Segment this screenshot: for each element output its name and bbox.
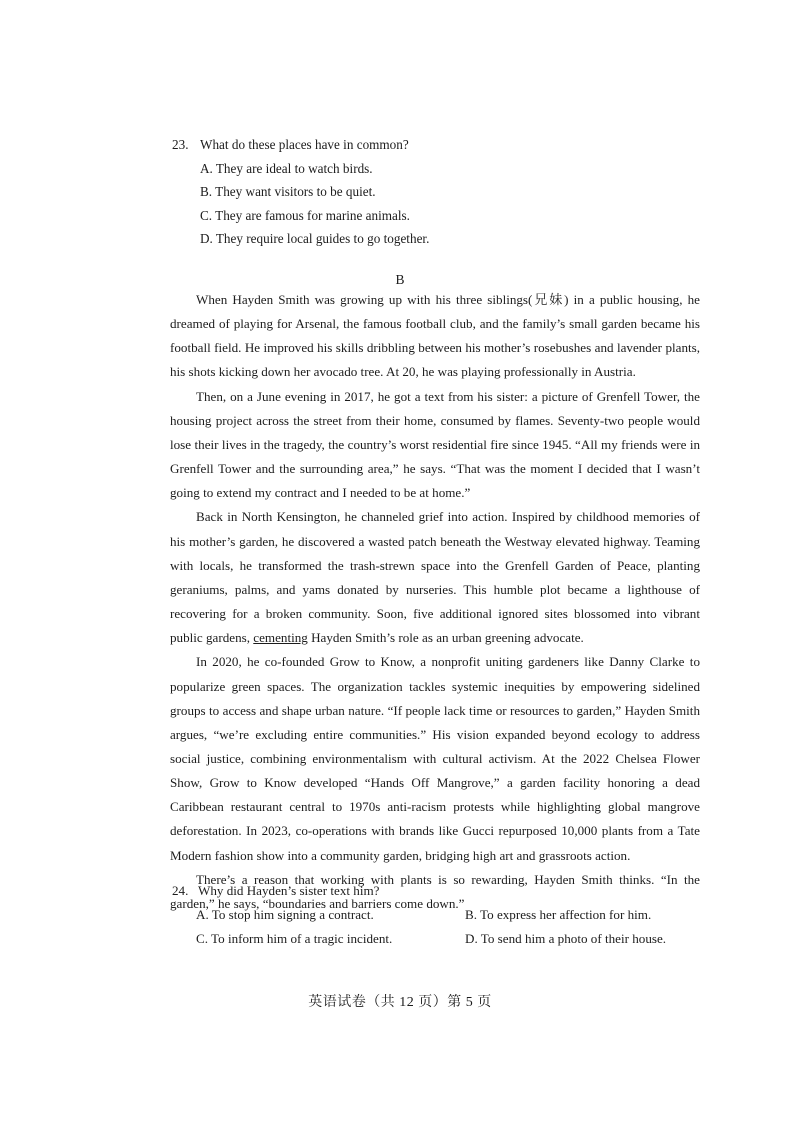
question-23-option-d: D. They require local guides to go together. <box>200 231 430 247</box>
question-24-options-row-2 <box>172 927 702 951</box>
question-24-option-a: A. To stop him signing a contract. <box>196 907 374 922</box>
passage-paragraph-2: Then, on a June evening in 2017, he got a text from his sister: a picture of Grenfell Tower, the housing project across the street from their home, consumed by flames. Seventy-two people would lose their lives in the tragedy, the country’s worst residential fire since 1945. “All my friends were in Grenfell Tower and the surrounding area,” he says. “That was the moment I decided that I wasn’t going to extend my contract and I needed to be at home.” <box>170 388 700 501</box>
reading-passage-b <box>170 288 700 916</box>
underlined-word-cementing: cementing <box>253 630 308 646</box>
section-heading-b: B <box>395 272 405 287</box>
question-23-option-a: A. They are ideal to watch birds. <box>200 160 373 176</box>
question-24-option-d: D. To send him a photo of their house. <box>465 931 667 946</box>
passage-paragraph-3-part-1: Back in North Kensington, he channeled grief into action. Inspired by childhood memories of his mother’s garden, he discovered a wasted patch beneath the Westway elevated highway. Teaming with locals, he transformed the trash-strewn space into the Grenfell Garden of Peace, planting geraniums, palms, and yams donated by nurseries. This humble plot became a lighthouse of recovering for a broken community. Soon, five additional ignored sites blossomed into vibrant public gardens, <box>170 509 700 646</box>
passage-paragraph-3-part-2: Hayden Smith’s role as an urban greening advocate. <box>307 630 584 646</box>
question-23 <box>172 133 692 251</box>
question-23-stem: What do these places have in common? <box>200 137 409 152</box>
page-footer: 英语试卷（共 12 页）第 5 页 <box>308 995 492 1010</box>
question-24-number: 24. <box>172 883 189 898</box>
passage-paragraph-3 <box>170 505 700 650</box>
question-24-option-b: B. To express her affection for him. <box>465 907 652 922</box>
question-23-stem-line <box>172 133 692 157</box>
question-23-number: 23. <box>172 137 189 152</box>
passage-paragraph-1: When Hayden Smith was growing up with his three siblings(兄妹) in a public housing, he dreamed of playing for Arsenal, the famous football club, and the family’s small garden became his football field. He improved his skills dribbling between his mother’s rosebushes and lavender plants, his shots kicking down her avocado tree. At 20, he was playing professionally in Austria. <box>170 292 700 380</box>
question-24-stem: Why did Hayden’s sister text him? <box>198 883 380 898</box>
question-24-options-row-1 <box>172 903 702 927</box>
question-24 <box>172 879 702 951</box>
question-23-option-c: C. They are famous for marine animals. <box>200 207 410 223</box>
question-24-option-c: C. To inform him of a tragic incident. <box>196 931 393 946</box>
passage-paragraph-4: In 2020, he co-founded Grow to Know, a nonprofit uniting gardeners like Danny Clarke to popularize green spaces. The organization tackles systemic inequities by empowering sidelined groups to access and shape urban nature. “If people lack time or resources to garden,” Hayden Smith argues, “we’re excluding entire communities.” His vision expanded beyond ecology to address social justice, combining environmentalism with cultural activism. At the 2022 Chelsea Flower Show, Grow to Know developed “Hands Off Mangrove,” a garden facility honoring a dead Caribbean restaurant central to 1970s anti-racism protests while highlighting global mangrove deforestation. In 2023, co-operations with brands like Gucci repurposed 10,000 plants from a Tate Modern fashion show into a community garden, bridging high art and grassroots action. <box>170 654 700 863</box>
passage-paragraph-5: There’s a reason that working with plants is so rewarding, Hayden Smith thinks. “In the garden,” he says, “boundaries and barriers come down.” <box>170 871 700 911</box>
question-23-option-b: B. They want visitors to be quiet. <box>200 184 376 200</box>
question-24-stem-line <box>172 879 702 903</box>
